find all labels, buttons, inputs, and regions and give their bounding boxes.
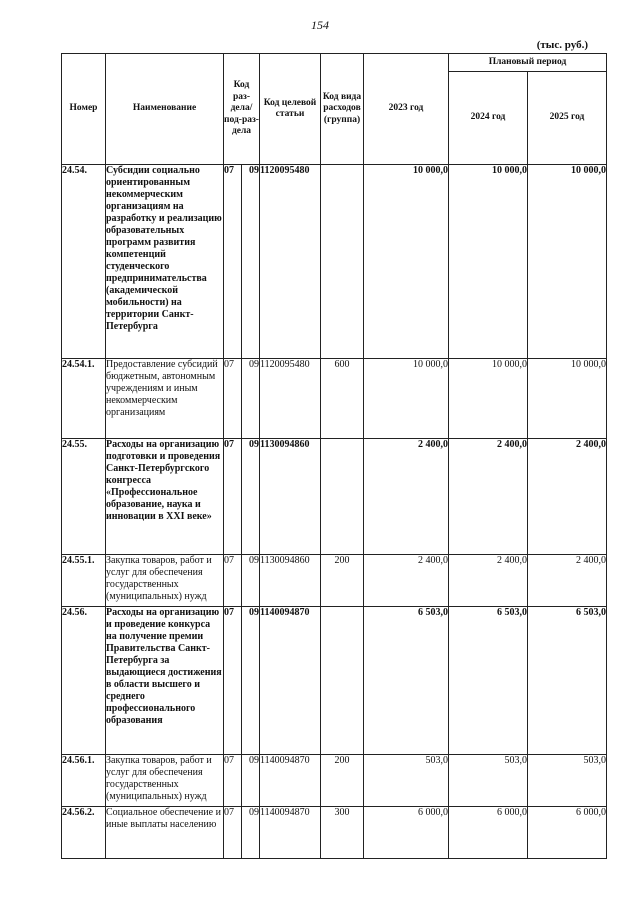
row-amount-2025: 6 503,0 <box>528 607 607 755</box>
row-expense-type <box>321 607 364 755</box>
row-name: Предоставление субсидий бюджетным, автономным учреждениям и иным некоммерческим организациям <box>106 359 224 439</box>
row-amount-2024: 2 400,0 <box>449 555 528 607</box>
table-row <box>62 359 607 439</box>
row-amount-2025: 2 400,0 <box>528 555 607 607</box>
header-year-2023: 2023 год <box>364 54 449 165</box>
row-number: 24.56.2. <box>62 807 106 859</box>
row-expense-type: 600 <box>321 359 364 439</box>
row-amount-2023: 6 503,0 <box>364 607 449 755</box>
row-section: 07 <box>224 439 242 555</box>
row-amount-2025: 503,0 <box>528 755 607 807</box>
row-target: 1120095480 <box>260 359 321 439</box>
row-amount-2024: 503,0 <box>449 755 528 807</box>
row-amount-2025: 6 000,0 <box>528 807 607 859</box>
row-section: 07 <box>224 807 242 859</box>
row-section: 07 <box>224 755 242 807</box>
row-amount-2023: 2 400,0 <box>364 555 449 607</box>
row-amount-2023: 503,0 <box>364 755 449 807</box>
row-amount-2024: 6 503,0 <box>449 607 528 755</box>
row-name: Расходы на организацию подготовки и проведения Санкт-Петербургского конгресса «Профессиональное образование, наука и инновации в XXI веке» <box>106 439 224 555</box>
row-amount-2023: 6 000,0 <box>364 807 449 859</box>
row-expense-type: 300 <box>321 807 364 859</box>
row-number: 24.55.1. <box>62 555 106 607</box>
units-label: (тыс. руб.) <box>536 39 588 51</box>
budget-table <box>61 53 607 859</box>
row-amount-2025: 2 400,0 <box>528 439 607 555</box>
row-target: 1140094870 <box>260 755 321 807</box>
row-section: 07 <box>224 165 242 359</box>
row-section: 07 <box>224 555 242 607</box>
header-expense-type: Код вида расходов (группа) <box>321 54 364 165</box>
row-amount-2025: 10 000,0 <box>528 165 607 359</box>
row-number: 24.56.1. <box>62 755 106 807</box>
header-planning-period: Плановый период <box>449 54 607 72</box>
row-target: 1140094870 <box>260 607 321 755</box>
table-row <box>62 439 607 555</box>
row-expense-type <box>321 165 364 359</box>
table-row <box>62 755 607 807</box>
row-name: Закупка товаров, работ и услуг для обеспечения государственных (муниципальных) нужд <box>106 555 224 607</box>
row-subsection: 09 <box>242 439 260 555</box>
row-name: Расходы на организацию и проведение конкурса на получение премии Правительства Санкт-Петербурга за выдающиеся достижения в области высшего и среднего профессионального образования <box>106 607 224 755</box>
row-amount-2025: 10 000,0 <box>528 359 607 439</box>
row-expense-type <box>321 439 364 555</box>
row-number: 24.54.1. <box>62 359 106 439</box>
row-subsection: 09 <box>242 755 260 807</box>
table-row <box>62 165 607 359</box>
table-row <box>62 807 607 859</box>
row-expense-type: 200 <box>321 755 364 807</box>
row-target: 1130094860 <box>260 555 321 607</box>
header-section: Код раз-дела/ под-раз-дела <box>224 54 260 165</box>
row-name: Закупка товаров, работ и услуг для обеспечения государственных (муниципальных) нужд <box>106 755 224 807</box>
row-subsection: 09 <box>242 165 260 359</box>
table-row <box>62 555 607 607</box>
row-target: 1130094860 <box>260 439 321 555</box>
row-subsection: 09 <box>242 607 260 755</box>
row-amount-2024: 10 000,0 <box>449 165 528 359</box>
row-amount-2024: 6 000,0 <box>449 807 528 859</box>
row-amount-2023: 2 400,0 <box>364 439 449 555</box>
row-name: Субсидии социально ориентированным некоммерческим организациям на разработку и реализацию образовательных программ развития компетенций студенческого предпринимательства (академической мобильности) на территории Санкт-Петербурга <box>106 165 224 359</box>
table-body <box>62 165 607 859</box>
row-amount-2023: 10 000,0 <box>364 359 449 439</box>
row-subsection: 09 <box>242 807 260 859</box>
row-target: 1120095480 <box>260 165 321 359</box>
header-year-2025: 2025 год <box>528 72 607 165</box>
row-section: 07 <box>224 359 242 439</box>
header-name: Наименование <box>106 54 224 165</box>
row-expense-type: 200 <box>321 555 364 607</box>
table-row <box>62 607 607 755</box>
page-number: 154 <box>311 18 329 32</box>
row-amount-2024: 10 000,0 <box>449 359 528 439</box>
row-subsection: 09 <box>242 359 260 439</box>
row-amount-2023: 10 000,0 <box>364 165 449 359</box>
row-amount-2024: 2 400,0 <box>449 439 528 555</box>
header-number: Номер <box>62 54 106 165</box>
header-target: Код целевой статьи <box>260 54 321 165</box>
row-subsection: 09 <box>242 555 260 607</box>
header-year-2024: 2024 год <box>449 72 528 165</box>
row-section: 07 <box>224 607 242 755</box>
table-header <box>62 54 607 165</box>
row-name: Социальное обеспечение и иные выплаты населению <box>106 807 224 859</box>
row-number: 24.56. <box>62 607 106 755</box>
row-target: 1140094870 <box>260 807 321 859</box>
row-number: 24.55. <box>62 439 106 555</box>
row-number: 24.54. <box>62 165 106 359</box>
